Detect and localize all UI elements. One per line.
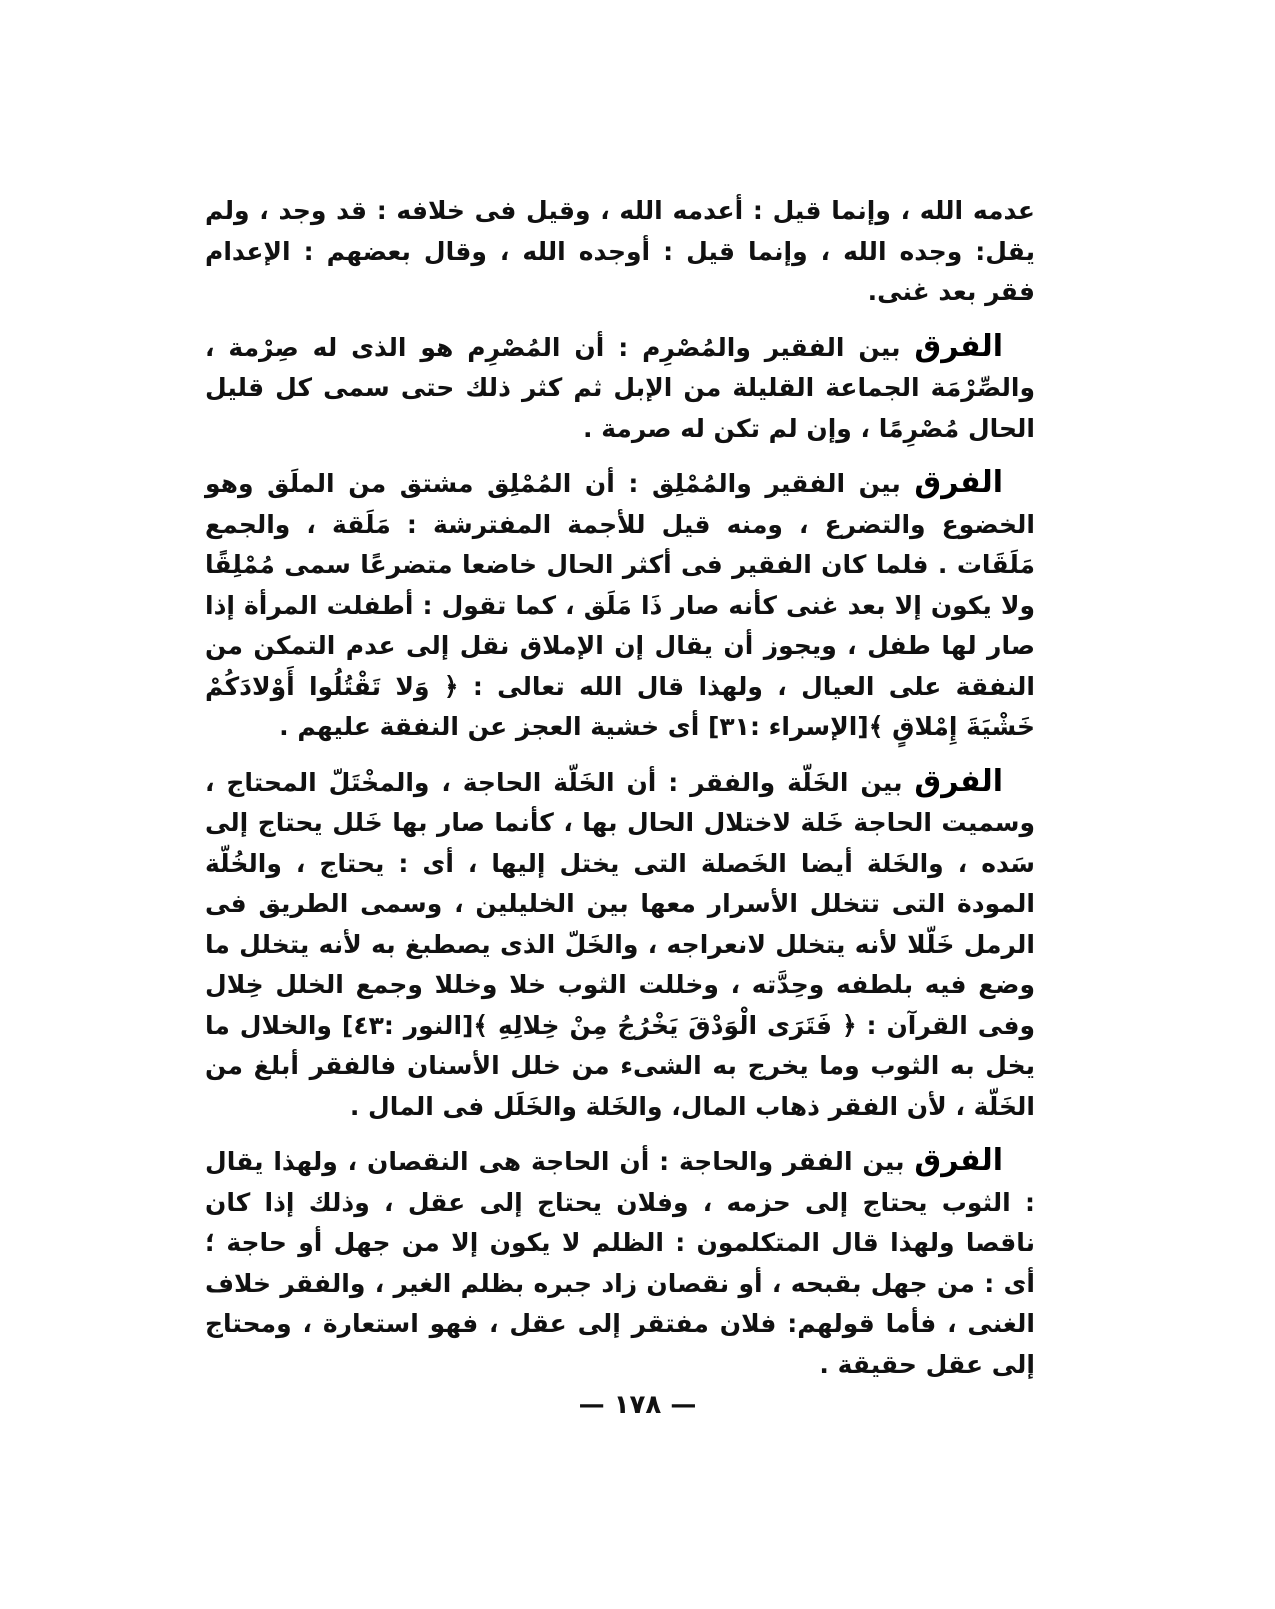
paragraph-1	[205, 190, 1035, 313]
page-number: — ١٧٨ —	[578, 1390, 697, 1420]
paragraph-5	[205, 1141, 1035, 1385]
paragraph-4	[205, 762, 1035, 1128]
paragraph-3-heading: الفرق	[914, 465, 1003, 500]
paragraph-3	[205, 463, 1035, 748]
paragraph-3-text: بين الفقير والمُمْلِق : أن المُمْلِق مشتق من الملَق وهو الخضوع والتضرع ، ومنه قيل للأجمة المفترشة : مَلَقة ، والجمع مَلَقَات . فلما كان الفقير فى أكثر الحال خاضعا متضرعًا سمى مُمْلِقًا ولا يكون إلا بعد غنى كأنه صار ذَا مَلَق ، كما تقول : أطفلت المرأة إذا صار لها طفل ، ويجوز أن يقال إن الإملاق نقل إلى عدم التمكن من النفقة على العيال ، ولهذا قال الله تعالى : ﴿ وَلا تَقْتُلُوا أَوْلادَكُمْ خَشْيَةَ إِمْلاقٍ ﴾[الإسراء :٣١] أى خشية العجز عن النفقة عليهم .	[205, 469, 1035, 741]
document-page	[205, 190, 1035, 1399]
paragraph-2-text: بين الفقير والمُصْرِم : أن المُصْرِم هو الذى له صِرْمة ، والصِّرْمَة الجماعة القليلة من الإبل ثم كثر ذلك حتى سمى كل قليل الحال مُصْرِمًا ، وإن لم تكن له صرمة .	[205, 332, 1035, 443]
paragraph-5-text: بين الفقر والحاجة : أن الحاجة هى النقصان ، ولهذا يقال : الثوب يحتاج إلى حزمه ، وفلان يحتاج إلى عقل ، وذلك إذا كان ناقصا ولهذا قال المتكلمون : الظلم لا يكون إلا من جهل أو حاجة ؛ أى : من جهل بقبحه ، أو نقصان زاد جبره بظلم الغير ، والفقر خلاف الغنى ، فأما قولهم: فلان مفتقر إلى عقل ، فهو استعارة ، ومحتاج إلى عقل حقيقة .	[205, 1147, 1035, 1379]
paragraph-2-heading: الفرق	[914, 328, 1003, 364]
paragraph-4-text: بين الخَلّة والفقر : أن الخَلّة الحاجة ، والمخْتَلّ المحتاج ، وسميت الحاجة خَلة لاختلال الحال بها ، كأنما صار بها خَلل يحتاج إلى سَده ، والخَلة أيضا الخَصلة التى يختل إليها ، أى : يحتاج ، والخُلّة المودة التى تتخلل الأسرار معها بين الخليلين ، وسمى الطريق فى الرمل خَلّلا لأنه يتخلل لانعراجه ، والخَلّ الذى يصطبغ به لأنه يتخلل ما وضع فيه بلطفه وحِدَّته ، وخللت الثوب خلا وخللا وجمع الخلل خِلال وفى القرآن : ﴿ فَتَرَى الْوَدْقَ يَخْرُجُ مِنْ خِلالِهِ ﴾[النور :٤٣] والخلال ما يخل به الثوب وما يخرج به الشىء من خلل الأسنان فالفقر أبلغ من الخَلّة ، لأن الفقر ذهاب المال، والخَلة والخَلَل فى المال .	[205, 767, 1035, 1121]
paragraph-4-heading: الفرق	[914, 763, 1003, 799]
paragraph-1-text: عدمه الله ، وإنما قيل : أعدمه الله ، وقيل فى خلافه : قد وجد ، ولم يقل: وجده الله ، وإنما قيل : أوجده الله ، وقال بعضهم : الإعدام فقر بعد غنى.	[205, 196, 1035, 306]
paragraph-2	[205, 327, 1035, 450]
paragraph-5-heading: الفرق	[914, 1143, 1003, 1178]
